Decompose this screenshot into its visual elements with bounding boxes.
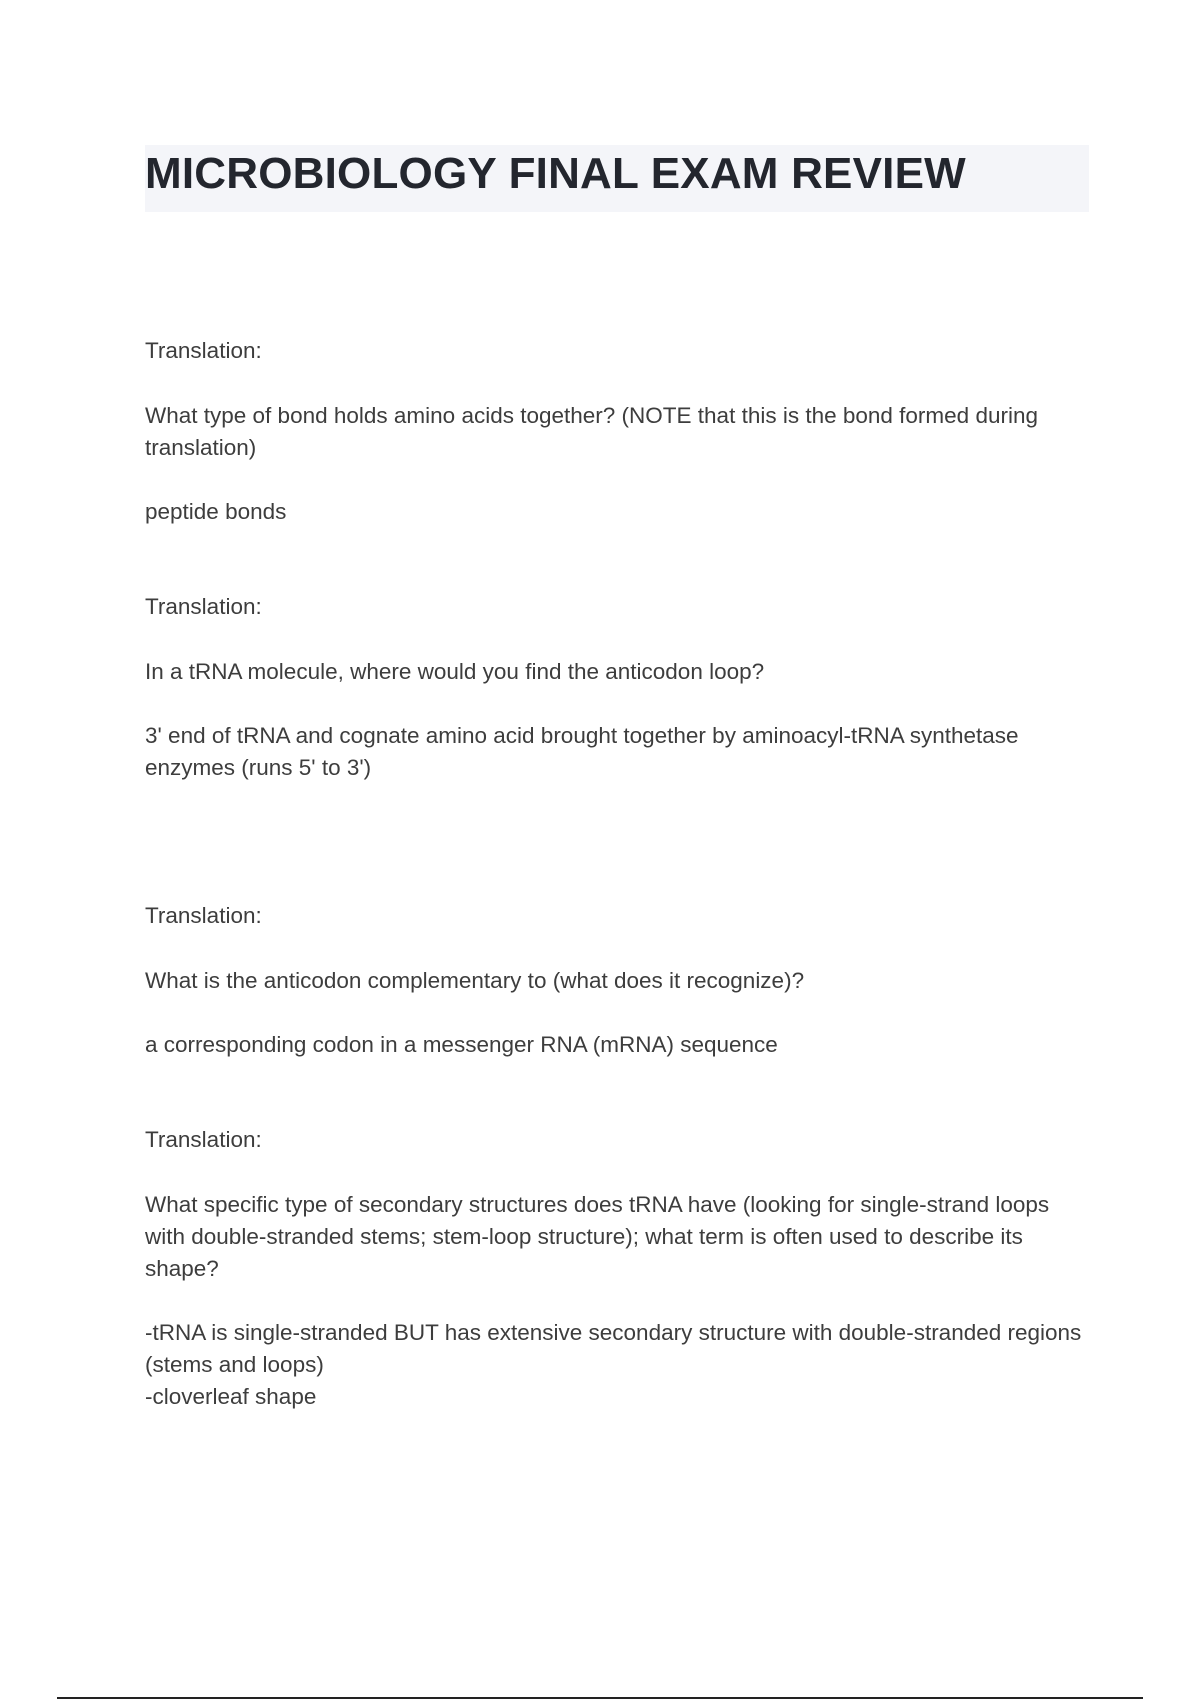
answer-line: peptide bonds (145, 499, 287, 524)
card-label: Translation: (145, 594, 262, 619)
answer-line: -tRNA is single-stranded BUT has extensive secondary structure with double-stranded regions (stems and loops) (145, 1320, 1082, 1377)
answer-line: -cloverleaf shape (145, 1384, 317, 1409)
answer-line: a corresponding codon in a messenger RNA (mRNA) sequence (145, 1032, 778, 1057)
card-answer (145, 1317, 1090, 1413)
flashcard (145, 591, 1090, 784)
flashcard-list (145, 335, 1090, 1413)
card-answer (145, 720, 1090, 784)
card-question: What specific type of secondary structures does tRNA have (looking for single-strand loops with double-stranded stems; stem-loop structure); what term is often used to describe its shape? (145, 1192, 1050, 1281)
card-answer (145, 496, 1090, 528)
flashcard (145, 335, 1090, 528)
page-title: MICROBIOLOGY FINAL EXAM REVIEW (145, 149, 966, 198)
card-answer (145, 1029, 1090, 1061)
card-label: Translation: (145, 1127, 262, 1152)
card-label: Translation: (145, 903, 262, 928)
answer-line: 3' end of tRNA and cognate amino acid brought together by aminoacyl-tRNA synthetase enzymes (runs 5' to 3') (145, 723, 1019, 780)
card-label: Translation: (145, 338, 262, 363)
flashcard (145, 900, 1090, 1061)
title-banner (145, 145, 1089, 212)
card-question: What is the anticodon complementary to (what does it recognize)? (145, 968, 805, 993)
card-question: What type of bond holds amino acids together? (NOTE that this is the bond formed during translation) (145, 403, 1038, 460)
flashcard (145, 1124, 1090, 1413)
footer-divider (57, 1697, 1143, 1699)
card-question: In a tRNA molecule, where would you find the anticodon loop? (145, 659, 765, 684)
